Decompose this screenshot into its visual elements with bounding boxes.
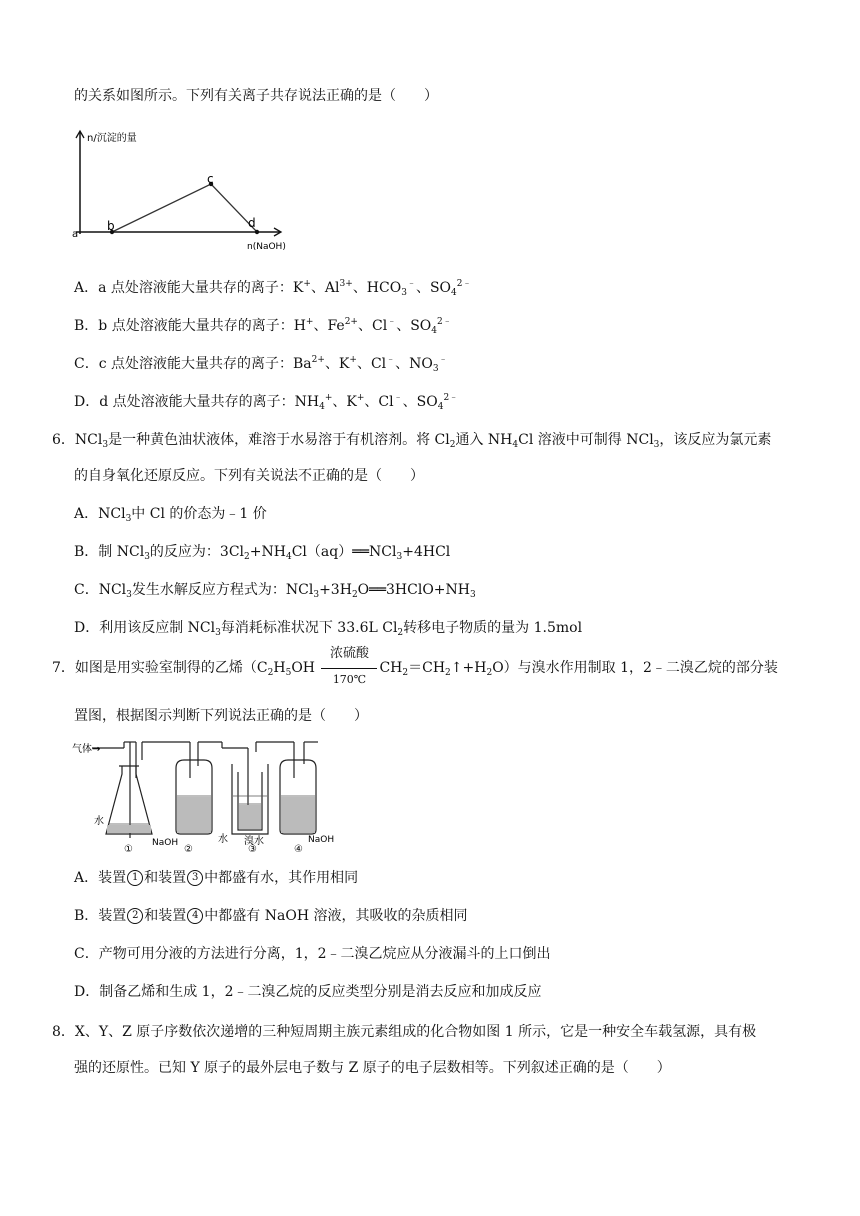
chart-point-c: c — [207, 172, 214, 186]
q6-option-b: B．制 NCl$_3$的反应为：$3Cl_2+NH_4Cl(aq)══NCl_3+4HCl$ — [74, 544, 451, 562]
chart-xlabel: n(NaOH) — [247, 242, 286, 252]
q5-intro-tail: 的关系如图所示。下列有关离子共存说法正确的是（ ） — [74, 88, 438, 104]
apparatus-label-naoh2: NaOH — [308, 835, 335, 845]
apparatus-num-3: ③ — [248, 844, 257, 852]
q7-option-a: A．装置 1 和装置 3 中都盛有水，其作用相同 — [74, 870, 359, 886]
q7-option-c: C．产物可用分液的方法进行分离，1，2﹣二溴乙烷应从分液漏斗的上口倒出 — [74, 946, 551, 962]
apparatus-num-2: ② — [184, 844, 193, 852]
q5-option-d: D．d 点处溶液能大量共存的离子：$NH_4^+$、K+、Cl﹣、$SO_4^{2﹣}$ — [74, 393, 459, 412]
q6-option-d: D．利用该反应制 NCl$_3$每消耗标准状况下 33.6L $Cl_2$转移电子物质的量为 1.5mol — [74, 620, 583, 638]
q8-stem-line2: 强的还原性。已知 Y 原子的最外层电子数与 Z 原子的电子层数相等。下列叙述正确的是（ ） — [74, 1060, 671, 1076]
q7-stem-line2: 置图，根据图示判断下列说法正确的是（ ） — [74, 708, 368, 724]
q8-stem-line1: 8．X、Y、Z 原子序数依次递增的三种短周期主族元素组成的化合物如图 1 所示，它是一种安全车载氢源，具有极 — [52, 1024, 757, 1040]
q6-stem-line2: 的自身氧化还原反应。下列有关说法不正确的是（ ） — [74, 468, 424, 484]
q7-option-d: D．制备乙烯和生成 1，2﹣二溴乙烷的反应类型分别是消去反应和加成反应 — [74, 984, 542, 1000]
q6-stem-line1: 6．NCl$_3$是一种黄色油状液体，难溶于水易溶于有机溶剂。将 $Cl_2$通入 $NH_4Cl$ 溶液中可制得 NCl$_3$，该反应为氯元素 — [52, 432, 772, 450]
q5-option-b: B．b 点处溶液能大量共存的离子：H+、$Fe^{2+}$、Cl﹣、$SO_4^{2﹣}$ — [74, 317, 452, 336]
q7-option-b: B．装置 2 和装置 4 中都盛有 NaOH 溶液，其吸收的杂质相同 — [74, 908, 468, 924]
apparatus-label-naoh1: NaOH — [152, 838, 179, 848]
reaction-condition-arrow: $\frac{\text{浓硫酸}}{170℃}$ — [321, 658, 377, 678]
q7-stem-line1: 7．如图是用实验室制得的乙烯（$C_2H_5OH$ $\frac{\text{浓硫酸}}{170℃}$ $CH_2=CH_2↑+H_2O$）与溴水作用制取 1，2﹣二溴乙烷的部分装 — [52, 646, 778, 686]
q5-option-a: A．a 点处溶液能大量共存的离子：K+、$Al^{3+}$、$HCO_3^﹣$、$SO_4^{2﹣}$ — [74, 279, 472, 298]
apparatus-num-1: ① — [124, 844, 133, 852]
chart-point-b: b — [107, 219, 115, 233]
q5-precipitate-chart — [70, 126, 300, 252]
apparatus-num-4: ④ — [294, 844, 303, 852]
apparatus-label-water1: 水 — [94, 816, 104, 827]
q5-option-c: C．c 点处溶液能大量共存的离子：$Ba^{2+}$、K+、Cl﹣、$NO_3^﹣$ — [74, 355, 448, 374]
q7-apparatus-diagram — [72, 738, 352, 852]
apparatus-label-bromine: 溴水 — [244, 836, 264, 847]
q6-option-a: A．NCl$_3$中 Cl 的价态为﹣1 价 — [74, 506, 267, 524]
chart-origin: a — [72, 229, 79, 240]
chart-ylabel: n/沉淀的量 — [87, 133, 137, 144]
chart-point-d: d — [248, 216, 256, 230]
apparatus-gas-label: 气体→ — [72, 744, 101, 755]
apparatus-label-water2: 水 — [218, 834, 228, 845]
q6-option-c: C．NCl$_3$发生水解反应方程式为：$NCl_3+3H_2O══3HClO+NH_3$ — [74, 582, 476, 600]
